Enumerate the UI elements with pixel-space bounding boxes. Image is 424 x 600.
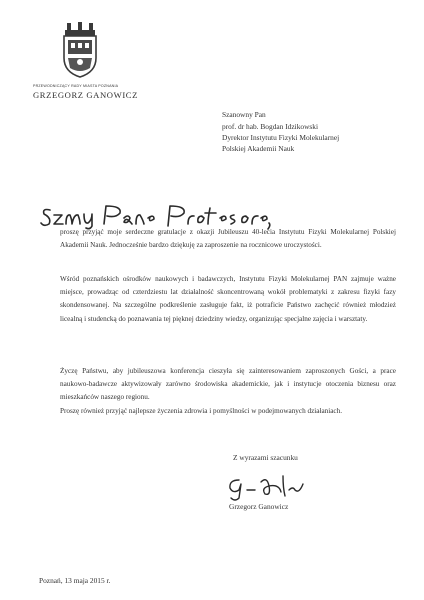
body-paragraph-2: Wśród poznańskich ośrodków naukowych i badawczych, Instytutu Fizyki Molekularnej PAN zajmuje ważne miejsce, prowadząc od czterdziestu lat działalność skoncentrowaną wokół problematyki z zakresu fizyki fazy skondensowanej. Na szczególne podkreślenie zasługuje fakt, iż potraficie Państwo zachęcić również młodzież licealną i studencką do poznawania tej pięknej dziedziny wiedzy, organizując specjalne zajęcia i warsztaty. [60, 275, 396, 323]
letterhead-office: PRZEWODNICZĄCY RADY MIASTA POZNANIA [33, 84, 119, 88]
body-paragraph-1: proszę przyjąć moje serdeczne gratulacje z okazji Jubileuszu 40-lecia Instytutu Fizyki Molekularnej Polskiej Akademii Nauk. Jednocześnie bardzo dziękuję za zaproszenie na rocznicowe uroczystości. [60, 228, 396, 250]
city-coat-of-arms-icon [62, 22, 98, 78]
body-paragraph-3: Życzę Państwu, aby jubileuszowa konferencja cieszyła się zainteresowaniem zaproszonych Gości, a prace naukowo-badawcze aktywizowały zarówno środowiska akademickie, jak i instytucje otoczenia biznesu oraz mieszkańców naszego regionu. [60, 367, 396, 402]
letterhead-name: GRZEGORZ GANOWICZ [33, 90, 138, 100]
recipient-name: prof. dr hab. Bogdan Idzikowski [222, 122, 319, 131]
closing-phrase: Z wyrazami szacunku [233, 453, 298, 462]
handwritten-signature [225, 472, 307, 502]
recipient-position: Dyrektor Instytutu Fizyki Molekularnej [222, 133, 340, 142]
body-paragraph-4: Proszę również przyjąć najlepsze życzenia zdrowia i pomyślności w podejmowanych działaniach. [60, 407, 343, 415]
signer-name: Grzegorz Ganowicz [229, 502, 289, 511]
place-date: Poznań, 13 maja 2015 r. [39, 576, 111, 585]
recipient-institution: Polskiej Akademii Nauk [222, 144, 295, 153]
recipient-salutation: Szanowny Pan [222, 110, 266, 119]
